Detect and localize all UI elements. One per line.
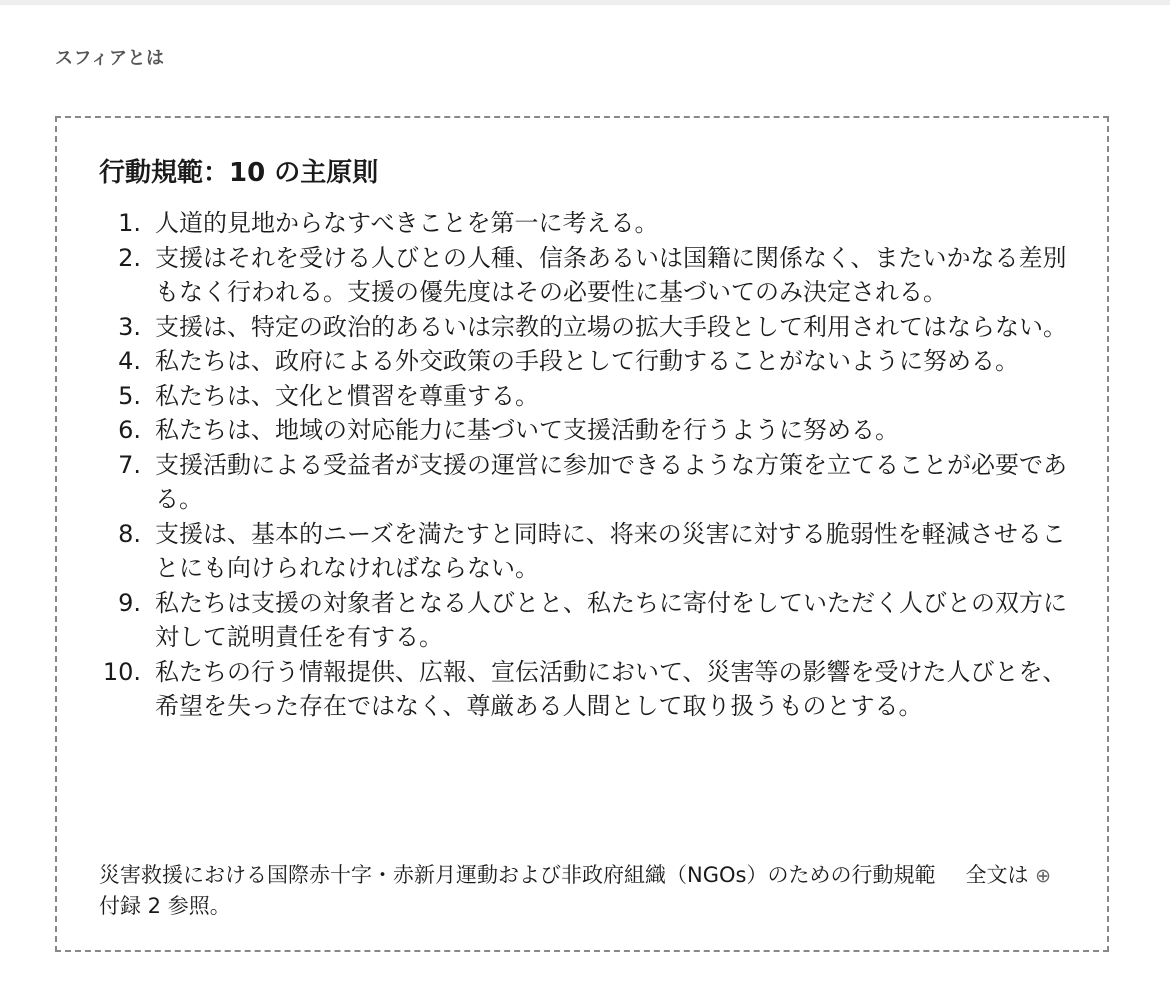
principle-item — [101, 310, 1081, 345]
principle-item — [101, 655, 1081, 724]
principle-text: 私たちは、政府による外交政策の手段として行動することがないように努める。 — [155, 347, 1019, 375]
footnote-ref-link[interactable]: 付録 2 参照。 — [99, 894, 231, 918]
principle-text: 私たちは支援の対象者となる人びとと、私たちに寄付をしていただく人びとの双方に対して説明責任を有する。 — [155, 588, 1067, 651]
principle-number: 4. — [118, 347, 141, 375]
principle-number: 2. — [118, 243, 141, 272]
footnote-ref-prefix: 全文は — [965, 863, 1029, 887]
principle-text: 私たちは、文化と慣習を尊重する。 — [155, 381, 539, 410]
principle-number: 5. — [118, 381, 141, 410]
principle-item — [101, 448, 1081, 517]
principle-number: 9. — [118, 588, 141, 617]
box-title: 行動規範：10 の主原則 — [99, 158, 379, 188]
principle-text: 支援活動による受益者が支援の運営に参加できるような方策を立てることが必要である。 — [155, 450, 1067, 513]
principle-number: 1. — [118, 209, 141, 237]
principle-item — [101, 206, 1081, 241]
principle-text: 人道的見地からなすべきことを第一に考える。 — [155, 209, 659, 237]
principle-item — [101, 241, 1081, 310]
principle-text: 私たちの行う情報提供、広報、宣伝活動において、災害等の影響を受けた人びとを、希望を失った存在ではなく、尊厳ある人間として取り扱うものとする。 — [155, 657, 1067, 720]
principle-number: 7. — [118, 450, 141, 479]
top-divider — [0, 0, 1170, 5]
principle-number: 10. — [102, 657, 141, 686]
principle-number: 6. — [118, 416, 141, 444]
section-title: スフィアとは — [55, 48, 165, 69]
cross-reference-icon: ⊕ — [1035, 865, 1052, 887]
principle-item — [101, 344, 1081, 379]
code-of-conduct-box — [55, 116, 1109, 952]
footnote-source: 災害救援における国際赤十字・赤新月運動および非政府組織（NGOs）のための行動規範 — [99, 863, 936, 887]
principle-text: 私たちは、地域の対応能力に基づいて支援活動を行うように努める。 — [155, 416, 899, 444]
principle-number: 8. — [118, 519, 141, 548]
footnote — [99, 860, 1059, 921]
principle-item — [101, 379, 1081, 414]
principle-item — [101, 413, 1081, 448]
principle-item — [101, 586, 1081, 655]
principle-item — [101, 517, 1081, 586]
principle-number: 3. — [118, 312, 141, 341]
principle-text: 支援はそれを受ける人びとの人種、信条あるいは国籍に関係なく、またいかなる差別もなく行われる。支援の優先度はその必要性に基づいてのみ決定される。 — [155, 243, 1067, 306]
principle-text: 支援は、特定の政治的あるいは宗教的立場の拡大手段として利用されてはならない。 — [155, 312, 1067, 341]
principle-text: 支援は、基本的ニーズを満たすと同時に、将来の災害に対する脆弱性を軽減させることにも向けられなければならない。 — [155, 519, 1066, 582]
principles-list — [101, 206, 1081, 724]
